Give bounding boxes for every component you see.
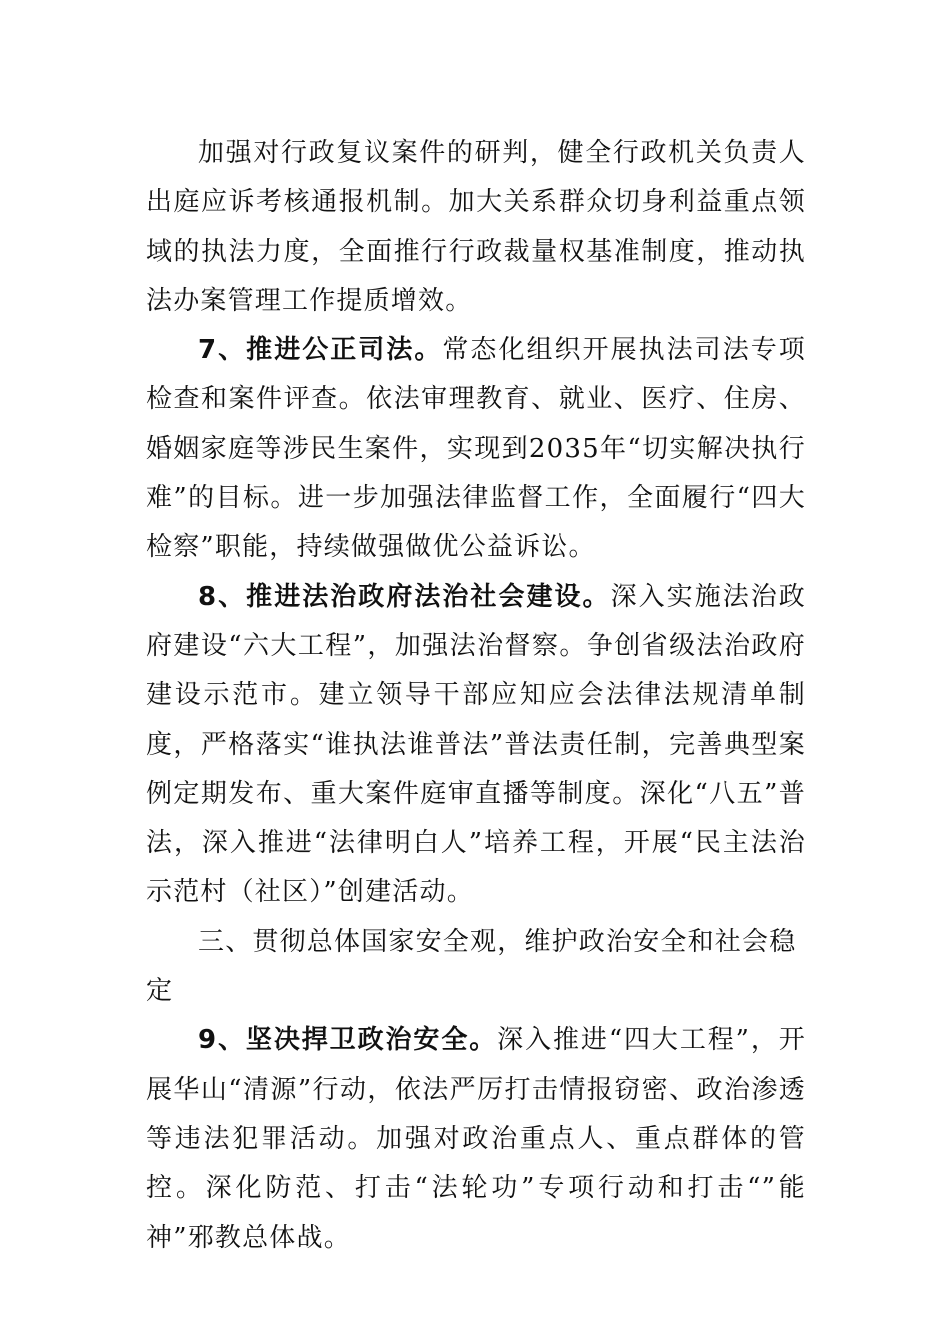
paragraph-text: 加强对行政复议案件的研判，健全行政机关负责人出庭应诉考核通报机制。加大关系群众切身利益重点领域的执法力度，全面推行行政裁量权基准制度，推动执法办案管理工作提质增效。	[146, 138, 806, 316]
section-title	[146, 918, 806, 1017]
paragraph-political-security	[146, 1016, 806, 1262]
paragraph-text: 深入实施法治政府建设“六大工程”，加强法治督察。争创省级法治政府建设示范市。建立领导干部应知应会法律法规清单制度，严格落实“谁执法谁普法”普法责任制，完善典型案例定期发布、重大案件庭审直播等制度。深化“八五”普法，深入推进“法律明白人”培养工程，开展“民主法治示范村（社区）”创建活动。	[146, 581, 806, 908]
paragraph-text: 深入推进“四大工程”，开展华山“清源”行动，依法严厉打击情报窃密、政治渗透等违法犯罪活动。加强对政治重点人、重点群体的管控。深化防范、打击“法轮功”专项行动和打击“”能神”邪教总体战。	[146, 1025, 806, 1253]
paragraph-rule-of-law-government	[146, 573, 806, 918]
section-title-text: 三、贯彻总体国家安全观，维护政治安全和社会稳定	[146, 926, 797, 1007]
paragraph-heading: 9、坚决捍卫政治安全。	[198, 1025, 498, 1056]
paragraph-heading: 8、推进法治政府法治社会建设。	[198, 581, 611, 612]
document-body	[146, 129, 806, 1263]
paragraph-administrative-review	[146, 129, 806, 326]
paragraph-fair-justice	[146, 326, 806, 572]
paragraph-heading: 7、推进公正司法。	[198, 335, 443, 366]
paragraph-text: 常态化组织开展执法司法专项检查和案件评查。依法审理教育、就业、医疗、住房、婚姻家庭等涉民生案件，实现到2035年“切实解决执行难”的目标。进一步加强法律监督工作，全面履行“四大检察”职能，持续做强做优公益诉讼。	[146, 335, 806, 563]
